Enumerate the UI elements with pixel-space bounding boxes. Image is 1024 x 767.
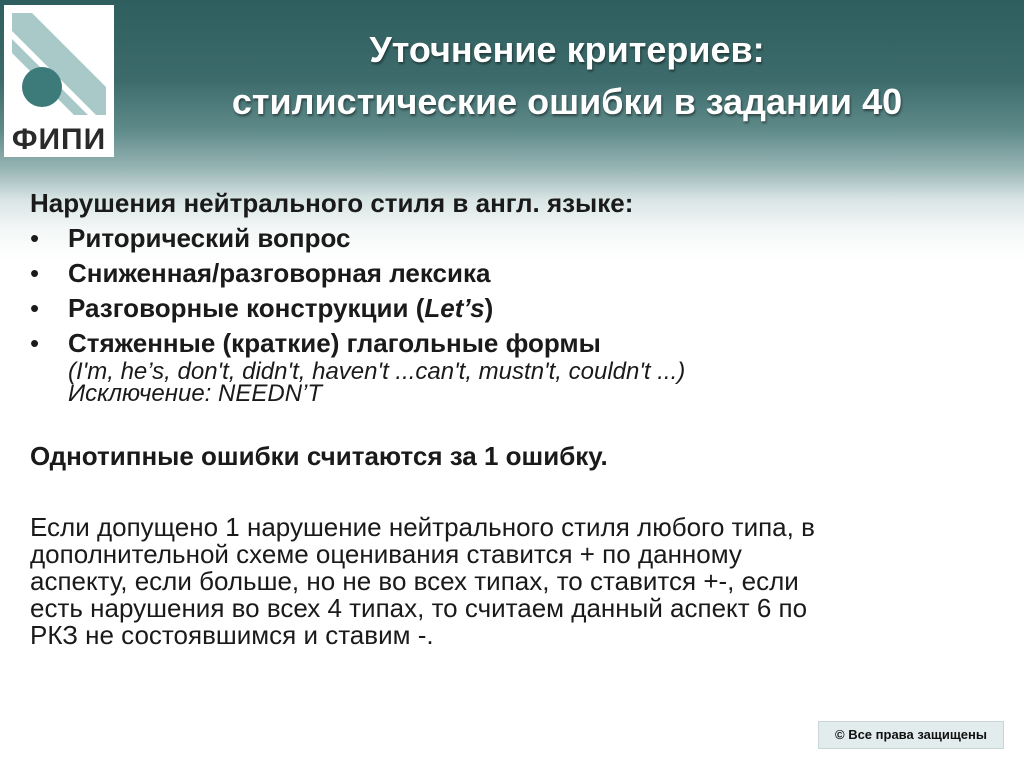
copyright-badge: © Все права защищены [818, 721, 1004, 749]
logo-text: ФИПИ [11, 123, 107, 156]
list-item-text: Сниженная/разговорная лексика [68, 258, 491, 288]
paragraph-line: аспекту, если больше, но не во всех типах, то ставится +-, если [30, 566, 799, 596]
list-item-text-suffix: ) [484, 293, 494, 323]
fipi-logo [4, 5, 114, 157]
paragraph-line: РКЗ не состоявшимся и ставим -. [30, 620, 434, 650]
section-heading: Нарушения нейтрального стиля в англ. языке: [30, 188, 634, 218]
list-item [30, 221, 994, 256]
violations-list [30, 221, 994, 405]
title-line-1: Уточнение критериев: [369, 29, 765, 70]
paragraph-line: Если допущено 1 нарушение нейтрального стиля любого типа, в [30, 512, 815, 542]
list-item-text: Стяженные (краткие) глагольные формы [68, 328, 601, 358]
list-item [30, 256, 994, 291]
same-type-errors-note: Однотипные ошибки считаются за 1 ошибку. [30, 441, 608, 471]
bullet-icon: • [30, 223, 40, 253]
logo-graphic-icon [4, 5, 114, 123]
paragraph-line: дополнительной схеме оценивания ставится + по данному [30, 539, 742, 569]
title-line-2: стилистические ошибки в задании 40 [231, 81, 903, 122]
list-item-italic-term: Let’s [424, 293, 485, 323]
list-item-text-prefix: Разговорные конструкции ( [68, 293, 425, 323]
list-item [30, 326, 994, 405]
list-item [30, 291, 994, 326]
slide-title [130, 24, 1004, 128]
exception-note: Исключение: NEEDN’T [68, 380, 323, 407]
contraction-examples: (I'm, he’s, don't, didn't, haven't ...can't, mustn't, couldn't ...) [68, 358, 686, 385]
bullet-icon: • [30, 258, 40, 288]
slide-content [30, 186, 994, 649]
paragraph-line: есть нарушения во всех 4 типах, то считаем данный аспект 6 по [30, 593, 808, 623]
bullet-icon: • [30, 328, 40, 358]
list-item-text: Риторический вопрос [68, 223, 351, 253]
bullet-icon: • [30, 293, 40, 323]
assessment-paragraph [30, 514, 994, 649]
